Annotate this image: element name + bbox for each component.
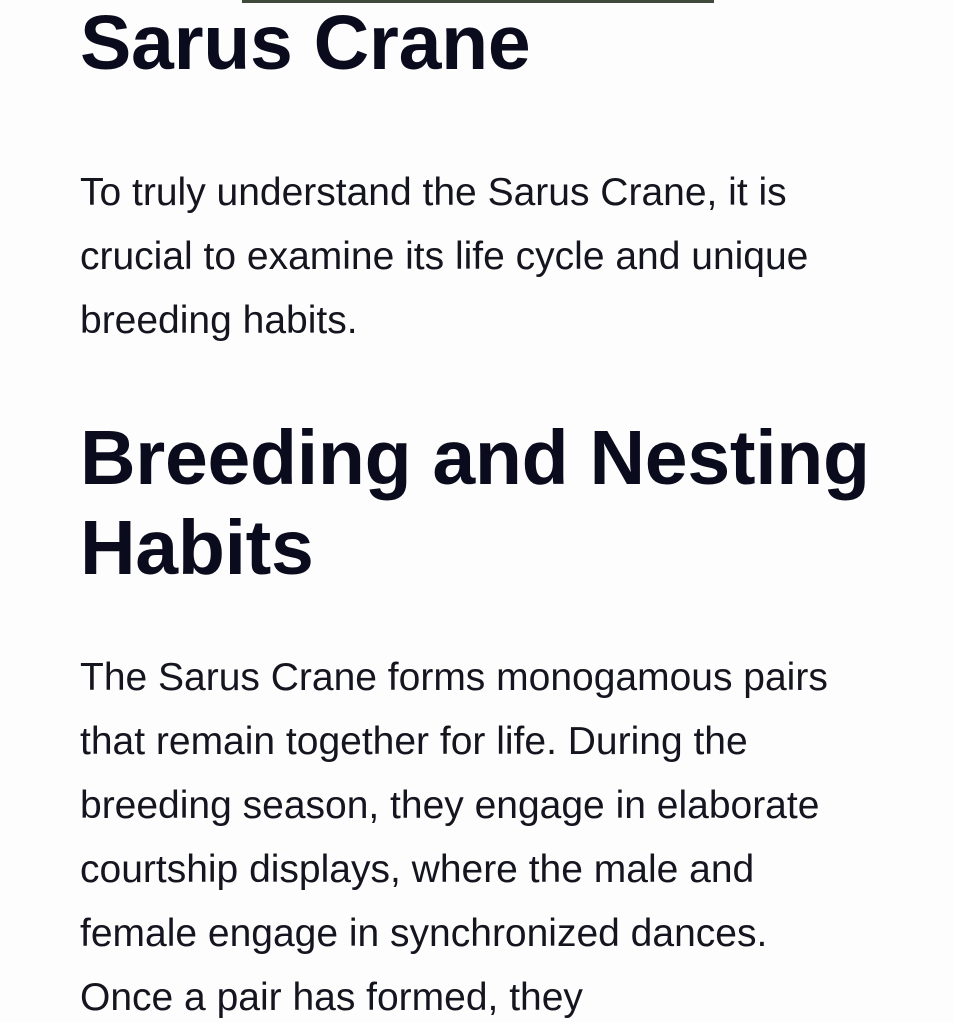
section-heading: Breeding and Nesting Habits (80, 415, 870, 591)
article-title: Sarus Crane (80, 0, 531, 86)
section-paragraph: The Sarus Crane forms monogamous pairs that remain together for life. During the breeding season, they engage in elaborate courtship displays, where the male and female engage in synchronized dances. Once a pair has formed, they (80, 656, 828, 1019)
intro-paragraph: To truly understand the Sarus Crane, it is crucial to examine its life cycle and unique breeding habits. (80, 171, 809, 342)
